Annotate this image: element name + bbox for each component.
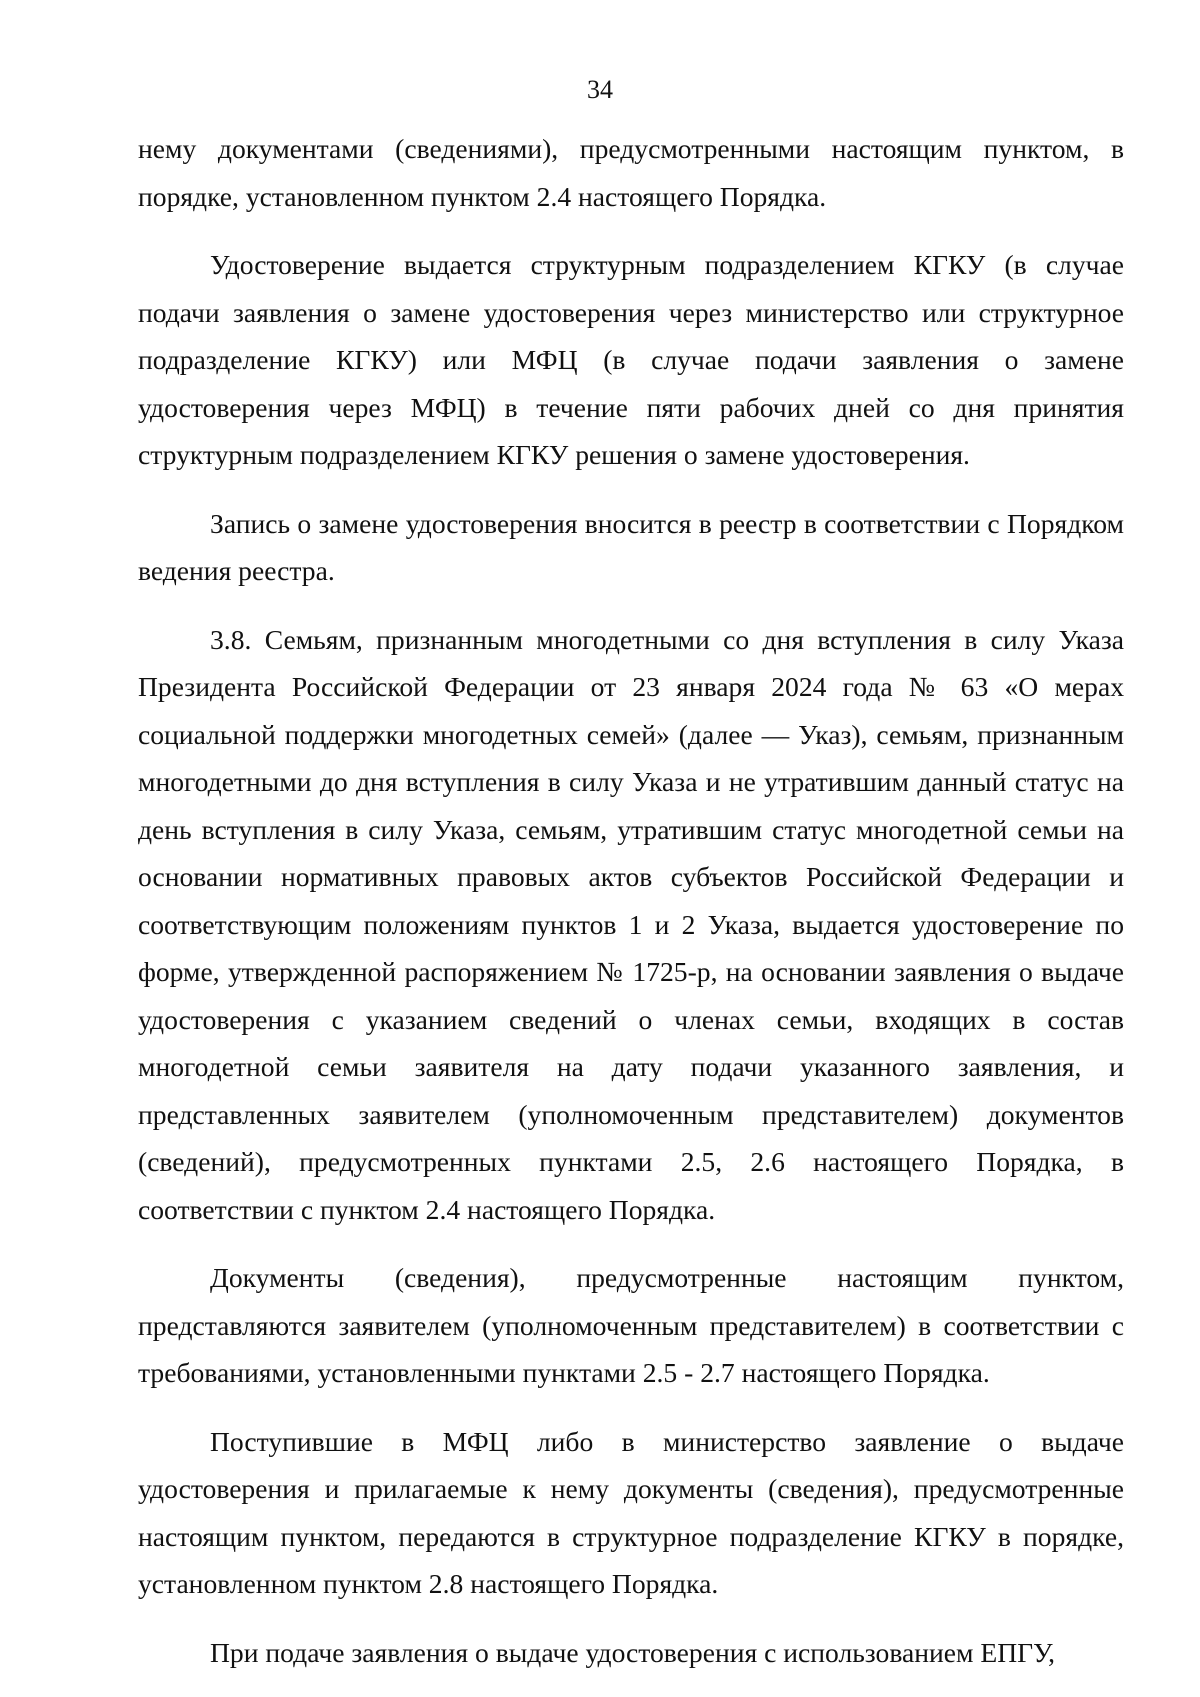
document-body [138,125,1124,1697]
paragraph-clause-3-8: 3.8. Семьям, признанным многодетными со дня вступления в силу Указа Президента Российской Федерации от 23 января 2024 года № 63 «О мерах социальной поддержки многодетных семей» (далее — Указ), семьям, признанным многодетными до дня вступления в силу Указа и не утратившим данный статус на день вступления в силу Указа, семьям, утратившим статус многодетной семьи на основании нормативных правовых актов субъектов Российской Федерации и соответствующим положениям пунктов 1 и 2 Указа, выдается удостоверение по форме, утвержденной распоряжением № 1725-р, на основании заявления о выдаче удостоверения с указанием сведений о членах семьи, входящих в состав многодетной семьи заявителя на дату подачи указанного заявления, и представленных заявителем (уполномоченным представителем) документов (сведений), предусмотренных пунктами 2.5, 2.6 настоящего Порядка, в соответствии с пунктом 2.4 настоящего Порядка. [138,623,1124,1225]
paragraph-certificate-issuance: Удостоверение выдается структурным подразделением КГКУ (в случае подачи заявления о замене удостоверения через министерство или структурное подразделение КГКУ) или МФЦ (в случае подачи заявления о замене удостоверения через МФЦ) в течение пяти рабочих дней со дня принятия структурным подразделением КГКУ решения о замене удостоверения. [138,249,1124,470]
paragraph-continuation: нему документами (сведениями), предусмотренными настоящим пунктом, в порядке, установленном пунктом 2.4 настоящего Порядка. [138,133,1124,212]
page-number: 34 [587,75,613,104]
paragraph-epgu-application: При подаче заявления о выдаче удостоверения с использованием ЕПГУ, [210,1636,1056,1668]
paragraph-documents-submission: Документы (сведения), предусмотренные настоящим пунктом, представляются заявителем (уполномоченным представителем) в соответствии с требованиями, установленными пунктами 2.5 - 2.7 настоящего Порядка. [138,1262,1124,1388]
paragraph-registry-entry: Запись о замене удостоверения вносится в реестр в соответствии с Порядком ведения реестра. [138,507,1124,586]
paragraph-transfer-to-kgku: Поступившие в МФЦ либо в министерство заявление о выдаче удостоверения и прилагаемые к нему документы (сведения), предусмотренные настоящим пунктом, передаются в структурное подразделение КГКУ в порядке, установленном пунктом 2.8 настоящего Порядка. [138,1425,1124,1599]
